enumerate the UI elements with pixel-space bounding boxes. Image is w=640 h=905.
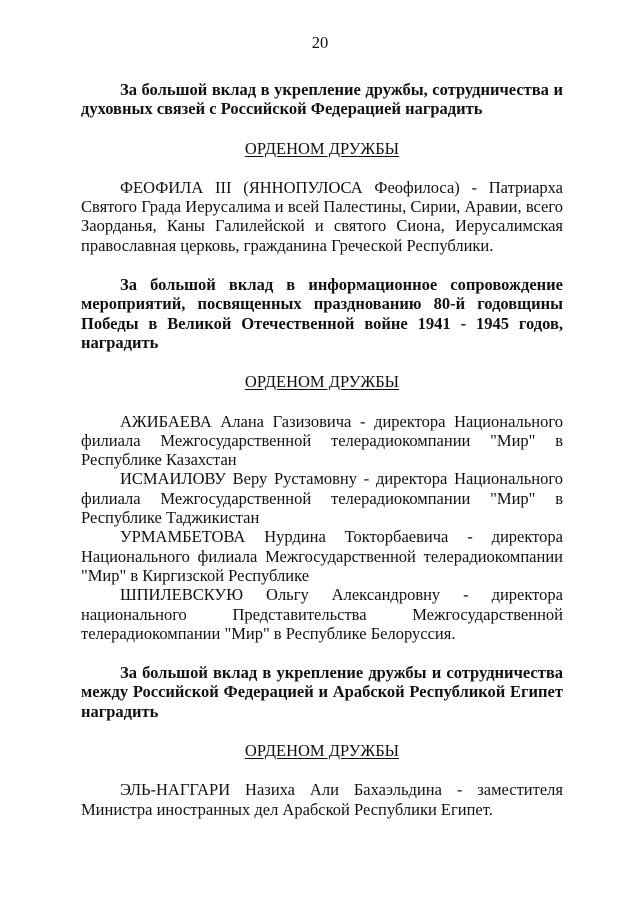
section-1-order: ОРДЕНОМ ДРУЖБЫ	[244, 138, 400, 158]
section-3-heading: За большой вклад в укрепление дружбы и сотрудничества между Российской Федерацией и Арабской Республикой Египет наградить	[81, 663, 563, 721]
section-2-heading: За большой вклад в информационное сопровождение мероприятий, посвященных празднованию 80-й годовщины Победы в Великой Отечественной войне 1941 - 1945 годов, наградить	[81, 275, 563, 352]
section-2-entry-3: УРМАМБЕТОВА Нурдина Токторбаевича - директора Национального филиала Межгосударственной телерадиокомпании "Мир" в Киргизской Республике	[81, 527, 563, 585]
section-2-entry-1: АЖИБАЕВА Алана Газизовича - директора Национального филиала Межгосударственной телерадиокомпании "Мир" в Республике Казахстан	[81, 411, 563, 470]
section-1-entry-1: ФЕОФИЛА III (ЯННОПУЛОСА Феофилоса) - Патриарха Святого Града Иерусалима и всей Палестины, Сирии, Аравии, всего Заорданья, Каны Галилейской и святого Сиона, Иерусалимская православная церковь, гражданина Греческой Республики.	[81, 177, 563, 255]
section-2-entry-2: ИСМАИЛОВУ Веру Рустамовну - директора Национального филиала Межгосударственной телерадиокомпании "Мир" в Республике Таджикистан	[81, 469, 563, 528]
decree-content	[81, 80, 563, 819]
section-3-entry-1: ЭЛЬ-НАГГАРИ Назиха Али Бахаэльдина - заместителя Министра иностранных дел Арабской Республики Египет.	[81, 780, 563, 819]
section-2-entry-4: ШПИЛЕВСКУЮ Ольгу Александровну - директора национального Представительства Межгосударственной телерадиокомпании "Мир" в Республике Белоруссия.	[81, 585, 563, 643]
page-number: 20	[311, 33, 329, 52]
section-1-heading: За большой вклад в укрепление дружбы, сотрудничества и духовных связей с Российской Федерацией наградить	[81, 80, 563, 119]
section-2-order: ОРДЕНОМ ДРУЖБЫ	[244, 372, 400, 392]
section-3-order: ОРДЕНОМ ДРУЖБЫ	[244, 741, 400, 761]
